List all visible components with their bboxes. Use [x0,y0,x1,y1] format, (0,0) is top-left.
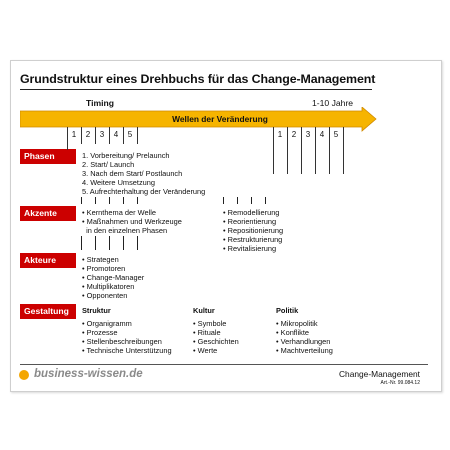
wave-number: 2 [85,130,91,139]
list-item: • Technische Unterstützung [82,346,172,356]
akteure-list [82,255,144,300]
list-item: 3. Nach dem Start/ Postlaunch [82,169,183,179]
list-item: 5. Aufrechterhaltung der Veränderung [82,187,206,197]
akzente-list-left [82,208,182,235]
wave-extension-line [67,144,68,150]
struktur-heading: Struktur [82,306,111,315]
list-item: • Geschichten [193,337,239,347]
list-item: • Change-Manager [82,273,145,283]
akzente-list-right [223,208,283,253]
list-item: • Reorientierung [223,217,277,227]
list-item: • Verhandlungen [276,337,331,347]
timing-label: Timing [86,98,115,108]
connector-tick [237,197,238,204]
brand-logo: business-wissen.de [34,368,143,380]
connector-tick [95,236,96,250]
list-item: • Stellenbeschreibungen [82,337,162,347]
connector-tick [81,236,82,250]
connector-tick [95,197,96,204]
wave-extension-line [301,144,302,174]
list-item: • Symbole [193,319,227,328]
list-item: • Werte [193,346,218,356]
list-item: 1. Vorbereitung/ Prelaunch [82,151,170,160]
list-item: • Multiplikatoren [82,282,135,292]
list-item: • Restrukturierung [223,235,283,245]
wave-number: 3 [305,130,311,139]
list-item: • Maßnahmen und Werkzeuge [82,217,182,227]
wave-tick [343,127,344,144]
wave-number: 3 [99,130,105,139]
kultur-list [193,319,239,355]
list-item: • Prozesse [82,328,118,338]
wave-extension-line [315,144,316,174]
wave-extension-line [287,144,288,174]
list-item: • Remodellierung [223,208,280,217]
arrow-label: Wellen der Veränderung [172,114,268,124]
wave-extension-line [273,144,274,174]
wave-tick [137,127,138,144]
wave-extension-line [329,144,330,174]
wave-number: 5 [333,130,339,139]
connector-tick [265,197,266,204]
row-label-akzente: Akzente [20,206,76,221]
list-item: • Mikropolitik [276,319,318,328]
kultur-heading: Kultur [193,306,215,315]
wave-number: 1 [71,130,77,139]
footer-rule [20,364,428,365]
brand-dot-icon [19,370,29,380]
connector-tick [123,197,124,204]
phasen-list [82,151,205,196]
list-item: • Strategen [82,255,119,264]
list-item: 2. Start/ Launch [82,160,135,170]
row-label-phasen: Phasen [20,149,76,164]
list-item: in den einzelnen Phasen [86,226,168,236]
connector-tick [223,197,224,204]
row-label-akteure: Akteure [20,253,76,268]
wave-number: 1 [277,130,283,139]
range-label: 1-10 Jahre [312,98,354,108]
connector-tick [109,197,110,204]
wave-number: 5 [127,130,133,139]
list-item: • Konflikte [276,328,310,338]
connector-tick [137,197,138,204]
footer-title: Change-Management [338,369,420,379]
list-item: • Kernthema der Welle [82,208,156,217]
list-item: • Promotoren [82,264,126,274]
list-item: • Machtverteilung [276,346,333,356]
article-number: Art.-Nr. 99.084.12 [380,380,420,386]
diagram-title: Grundstruktur eines Drehbuchs für das Change-Management [20,72,376,86]
list-item: • Organigramm [82,319,132,328]
connector-tick [109,236,110,250]
connector-tick [81,197,82,204]
wave-extension-line [343,144,344,174]
connector-tick [251,197,252,204]
list-item: • Repositionierung [223,226,284,236]
struktur-list [82,319,172,355]
politik-heading: Politik [276,306,299,315]
politik-list [276,319,333,355]
list-item: • Rituale [193,328,221,338]
title-rule [20,89,372,90]
wave-number: 2 [291,130,297,139]
wave-number: 4 [113,130,119,139]
wave-number: 4 [319,130,325,139]
row-label-gestaltung: Gestaltung [20,304,76,319]
connector-tick [137,236,138,250]
list-item: 4. Weitere Umsetzung [82,178,155,188]
connector-tick [123,236,124,250]
list-item: • Revitalisierung [223,244,277,254]
list-item: • Opponenten [82,291,128,301]
